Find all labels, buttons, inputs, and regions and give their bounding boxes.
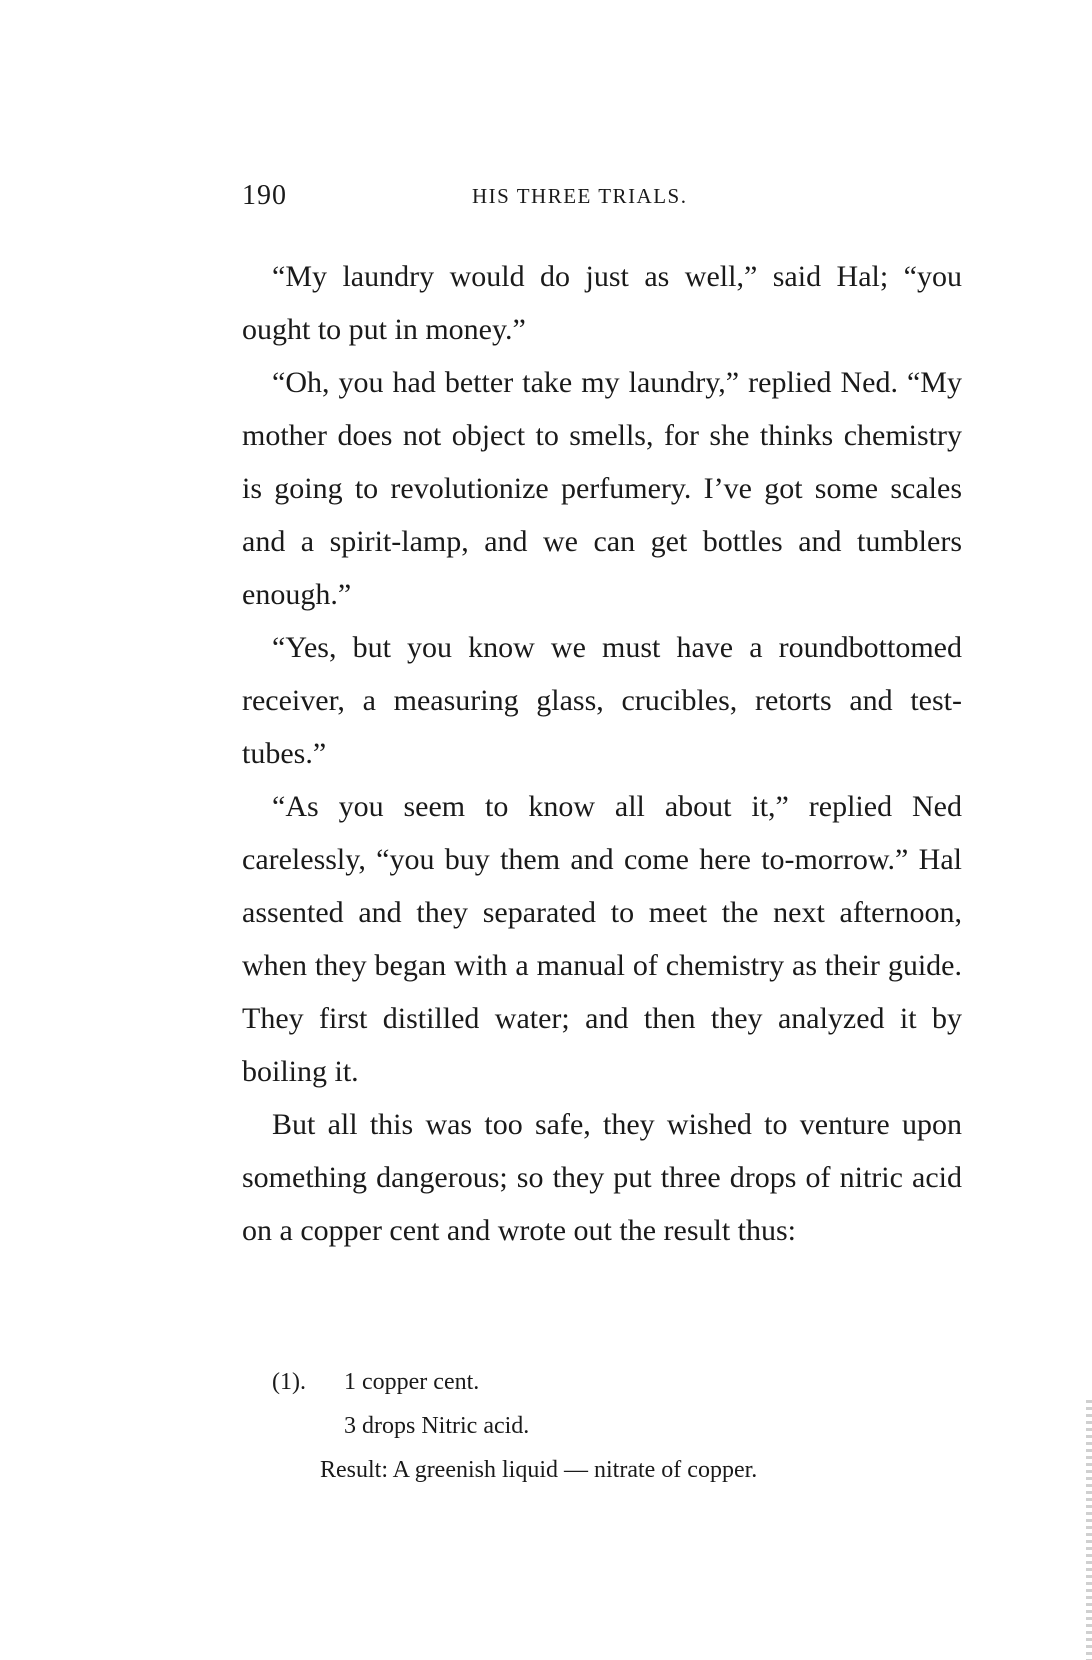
paragraph: “My laundry would do just as well,” said Hal; “you ought to put in money.” <box>242 260 962 346</box>
scan-edge-artifact <box>1086 1400 1092 1660</box>
experiment-ingredient-1: 1 copper cent. <box>344 1369 480 1395</box>
paragraph: But all this was too safe, they wished to venture upon something dangerous; so they put three drops of nitric acid on a copper cent and wrote out the result thus: <box>242 1108 962 1247</box>
experiment-line-2 <box>242 1404 962 1448</box>
experiment-line-3 <box>242 1448 962 1492</box>
experiment-ingredient-2: 3 drops Nitric acid. <box>344 1413 530 1439</box>
running-title: HIS THREE TRIALS. <box>472 184 688 208</box>
experiment-result: Result: A greenish liquid — nitrate of copper. <box>320 1457 758 1483</box>
experiment-line-1 <box>242 1360 962 1404</box>
page-number: 190 <box>242 180 287 211</box>
paragraph: “Yes, but you know we must have a roundbottomed receiver, a measuring glass, crucibles, retorts and test-tubes.” <box>242 631 962 770</box>
running-head <box>242 180 962 220</box>
experiment-block <box>242 1360 962 1492</box>
experiment-label: (1). <box>272 1369 306 1395</box>
paragraph: “As you seem to know all about it,” replied Ned carelessly, “you buy them and come here to-morrow.” Hal assented and they separated to meet the next afternoon, when they began with a manual of chemistry as their guide. They first distilled water; and then they analyzed it by boiling it. <box>242 790 962 1088</box>
body-text <box>242 250 962 1257</box>
paragraph: “Oh, you had better take my laundry,” replied Ned. “My mother does not object to smells, for she thinks chemistry is going to revolutionize perfumery. I’ve got some scales and a spirit-lamp, and we can get bottles and tumblers enough.” <box>242 366 962 611</box>
